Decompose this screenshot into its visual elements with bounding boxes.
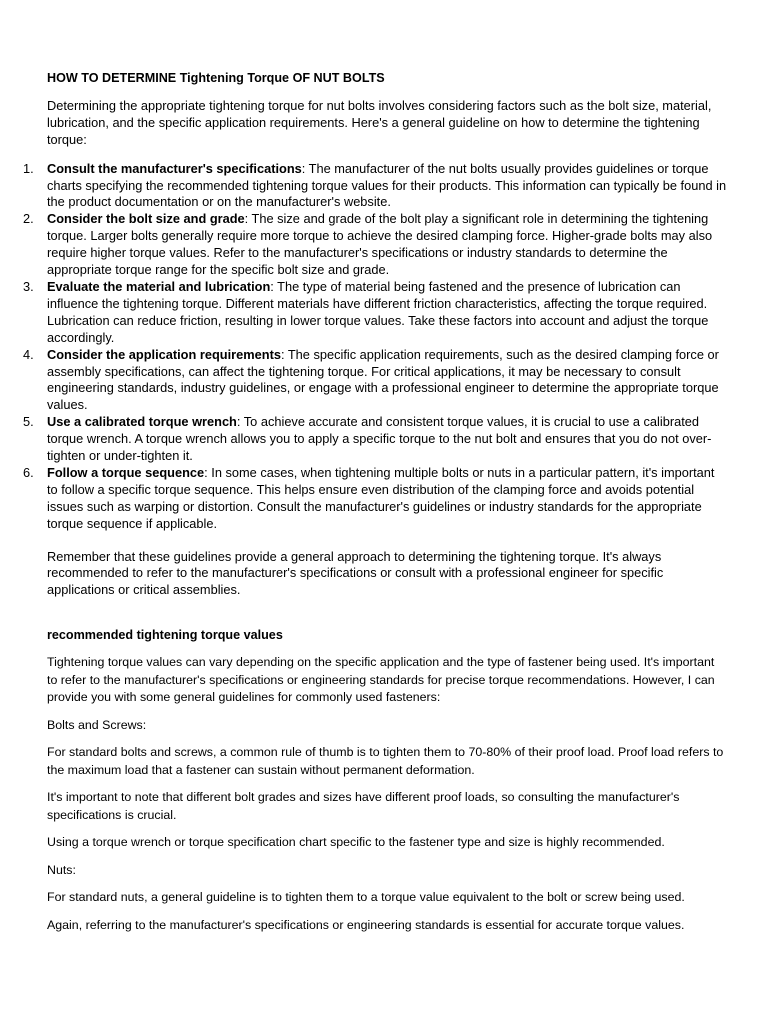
step-number: 4. — [23, 346, 34, 362]
step-item — [23, 160, 727, 212]
step-number: 2. — [23, 211, 34, 227]
step-item — [23, 211, 727, 279]
step-number: 3. — [23, 278, 34, 294]
step-term: Consider the bolt size and grade — [47, 211, 245, 227]
nuts-paragraph: For standard nuts, a general guideline is to tighten them to a torque value equivalent to the bolt or screw being used. — [47, 890, 685, 905]
step-number: 5. — [23, 414, 34, 430]
document-title: HOW TO DETERMINE Tightening Torque OF NUT BOLTS — [47, 71, 385, 85]
step-text: : In some cases, when tightening multiple bolts or nuts in a particular pattern, it's important to follow a specific torque sequence. This helps ensure even distribution of the clamping force and avoids potential issues such as warping or distortion. Consult the manufacturer's guidelines or industry standards for the appropriate torque sequence if applicable. — [47, 464, 715, 531]
step-text: : The size and grade of the bolt play a significant role in determining the tightening torque. Larger bolts generally require more torque to achieve the desired clamping force. Higher-grade bolts may also require higher torque values. Refer to the manufacturer's specifications or industry standards to determine the appropriate torque range for the specific bolt size and grade. — [47, 211, 713, 278]
step-item — [23, 278, 727, 347]
step-term: Use a calibrated torque wrench — [47, 414, 237, 430]
step-term: Follow a torque sequence — [47, 464, 205, 480]
section-heading: recommended tightening torque values — [47, 628, 283, 643]
section-intro-paragraph: Tightening torque values can vary depending on the specific application and the type of fastener being used. It's important to refer to the manufacturer's specifications or engineering standards for precise torque recommendations. However, I can provide you with some general guidelines for commonly used fasteners: — [47, 655, 715, 705]
step-text: : The type of material being fastened and the presence of lubrication can influence the tightening torque. Different materials have different friction characteristics, affecting the torque required. Lubrication can reduce friction, resulting in lower torque values. Take these factors into account and adjust the torque accordingly. — [47, 278, 709, 345]
final-paragraph: Again, referring to the manufacturer's specifications or engineering standards is essential for accurate torque values. — [47, 917, 685, 932]
closing-paragraph: Remember that these guidelines provide a general approach to determining the tightening torque. It's always recommended to refer to the manufacturer's specifications or consult with a professional engineer for specific applications or critical assemblies. — [47, 548, 664, 598]
step-number: 1. — [23, 160, 34, 176]
step-term: Evaluate the material and lubrication — [47, 278, 271, 294]
step-term: Consider the application requirements — [47, 346, 281, 362]
intro-paragraph: Determining the appropriate tightening torque for nut bolts involves considering factors such as the bolt size, material, lubrication, and the specific application requirements. Here's a general guideline on how to determine the tightening torque: — [47, 97, 712, 147]
bolts-subheading: Bolts and Screws: — [47, 717, 147, 732]
bolts-paragraph: For standard bolts and screws, a common rule of thumb is to tighten them to 70-80% of their proof load. Proof load refers to the maximum load that a fastener can sustain without permanent deformation. — [47, 745, 724, 777]
torque-values-section — [47, 654, 727, 934]
step-item — [23, 464, 727, 533]
steps-list — [23, 160, 727, 533]
grades-paragraph: It's important to note that different bolt grades and sizes have different proof loads, so consulting the manufacturer's specifications is crucial. — [47, 790, 680, 822]
step-number: 6. — [23, 464, 34, 480]
wrench-paragraph: Using a torque wrench or torque specification chart specific to the fastener type and size is highly recommended. — [47, 835, 665, 850]
step-text: : To achieve accurate and consistent torque values, it is crucial to use a calibrated torque wrench. A torque wrench allows you to apply a specific torque to the nut bolt and ensures that you do not over-tighten or under-tighten it. — [47, 414, 712, 464]
step-item — [23, 346, 727, 415]
step-item — [23, 414, 727, 465]
step-term: Consult the manufacturer's specifications — [47, 160, 302, 176]
step-text: : The manufacturer of the nut bolts usually provides guidelines or torque charts specifying the recommended tightening torque values for their products. This information can typically be found in the product documentation or on the manufacturer's website. — [47, 160, 727, 210]
document-body — [23, 70, 727, 934]
step-text: : The specific application requirements, such as the desired clamping force or assembly specifications, can affect the tightening torque. For critical applications, it may be necessary to consult engineering standards, industry guidelines, or engage with a professional engineer to determine the appropriate torque values. — [47, 346, 719, 413]
nuts-subheading: Nuts: — [47, 862, 76, 877]
